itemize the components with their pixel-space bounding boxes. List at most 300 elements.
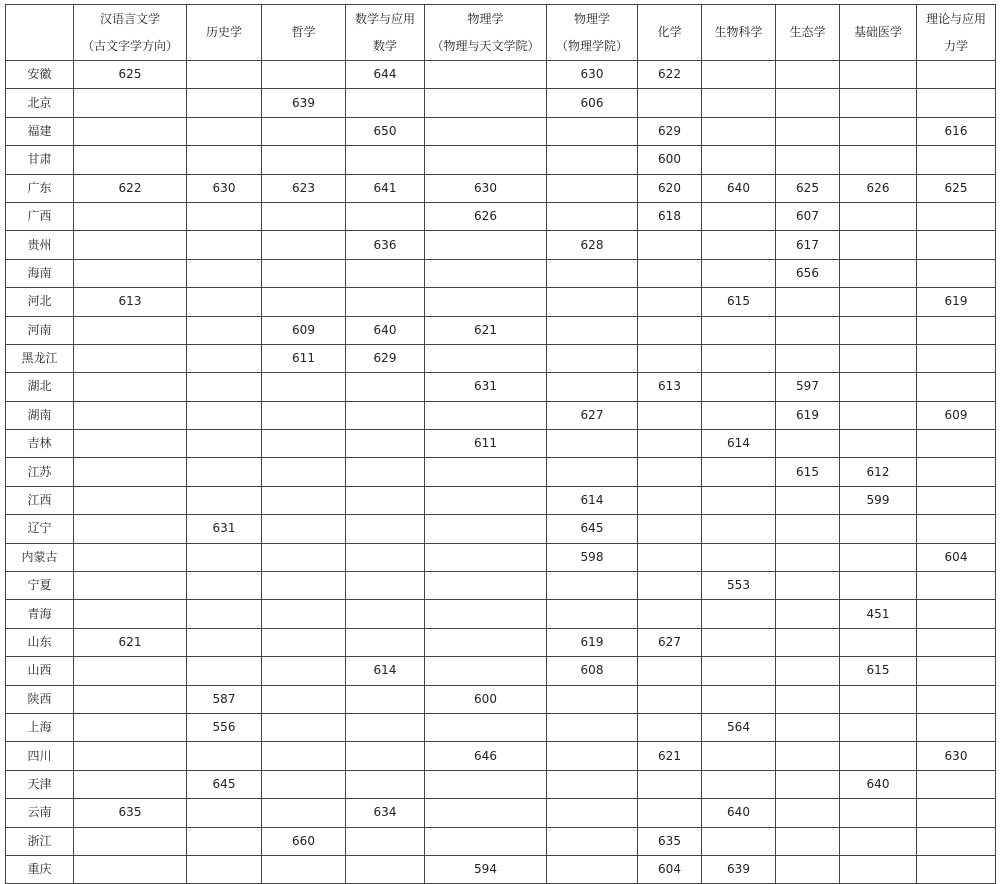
- score-cell: [74, 657, 187, 685]
- column-header-line: （物理与天文学院）: [431, 38, 540, 53]
- score-cell: [187, 657, 262, 685]
- province-cell: 广东: [6, 174, 74, 202]
- score-cell: 600: [425, 685, 547, 713]
- score-cell: [425, 61, 547, 89]
- score-cell: [74, 827, 187, 855]
- score-cell: [917, 373, 996, 401]
- score-cell: [187, 61, 262, 89]
- score-cell: [187, 231, 262, 259]
- score-cell: [702, 61, 776, 89]
- score-cell: 630: [425, 174, 547, 202]
- score-cell: [262, 600, 346, 628]
- score-cell: [702, 628, 776, 656]
- score-cell: 609: [917, 401, 996, 429]
- score-cell: [547, 146, 638, 174]
- score-cell: [917, 827, 996, 855]
- score-cell: [547, 600, 638, 628]
- score-cell: [187, 430, 262, 458]
- score-cell: 611: [425, 430, 547, 458]
- score-cell: [262, 572, 346, 600]
- score-cell: [187, 600, 262, 628]
- table-row: [6, 430, 996, 458]
- table-header: [6, 5, 996, 61]
- score-cell: [776, 799, 840, 827]
- score-cell: 612: [840, 458, 917, 486]
- score-cell: [638, 799, 702, 827]
- score-cell: [917, 515, 996, 543]
- column-header-ecology: [776, 5, 840, 61]
- score-cell: [638, 231, 702, 259]
- province-cell: 山东: [6, 628, 74, 656]
- score-cell: [776, 89, 840, 117]
- score-cell: [776, 713, 840, 741]
- province-cell: 广西: [6, 202, 74, 230]
- score-cell: [425, 117, 547, 145]
- score-cell: [917, 458, 996, 486]
- province-cell: 山西: [6, 657, 74, 685]
- score-cell: [840, 373, 917, 401]
- score-cell: [638, 401, 702, 429]
- province-cell: 湖南: [6, 401, 74, 429]
- score-cell: 628: [547, 231, 638, 259]
- score-cell: [702, 373, 776, 401]
- score-cell: 619: [917, 288, 996, 316]
- score-cell: [840, 401, 917, 429]
- score-cell: [262, 401, 346, 429]
- score-cell: [74, 202, 187, 230]
- province-cell: 贵州: [6, 231, 74, 259]
- score-cell: [917, 430, 996, 458]
- score-cell: [262, 202, 346, 230]
- column-header-line: 物理学: [467, 11, 504, 26]
- province-cell: 浙江: [6, 827, 74, 855]
- score-cell: [702, 486, 776, 514]
- score-cell: [187, 799, 262, 827]
- score-cell: 613: [74, 288, 187, 316]
- table-row: [6, 231, 996, 259]
- score-cell: [74, 600, 187, 628]
- score-cell: 656: [776, 259, 840, 287]
- score-cell: [840, 430, 917, 458]
- score-cell: [547, 174, 638, 202]
- score-cell: [346, 742, 425, 770]
- score-cell: [262, 231, 346, 259]
- score-cell: [547, 259, 638, 287]
- province-cell: 湖北: [6, 373, 74, 401]
- score-cell: 553: [702, 572, 776, 600]
- score-cell: [74, 117, 187, 145]
- score-cell: [776, 742, 840, 770]
- column-header-line: 生物科学: [714, 25, 763, 39]
- column-header-line: 理论与应用: [925, 11, 986, 26]
- province-cell: 河北: [6, 288, 74, 316]
- score-cell: 630: [917, 742, 996, 770]
- score-cell: [638, 770, 702, 798]
- score-cell: 660: [262, 827, 346, 855]
- score-cell: [638, 600, 702, 628]
- score-cell: [262, 685, 346, 713]
- score-cell: 644: [346, 61, 425, 89]
- score-cell: [262, 373, 346, 401]
- score-cell: [702, 202, 776, 230]
- score-cell: [187, 543, 262, 571]
- score-cell: [262, 628, 346, 656]
- score-cell: [425, 572, 547, 600]
- score-cell: [547, 344, 638, 372]
- score-cell: [702, 117, 776, 145]
- column-header-line: （古文字学方向）: [81, 38, 178, 53]
- score-cell: [917, 202, 996, 230]
- score-cell: [776, 543, 840, 571]
- score-cell: [346, 543, 425, 571]
- score-cell: [187, 742, 262, 770]
- table-row: [6, 288, 996, 316]
- score-cell: [262, 713, 346, 741]
- score-cell: 556: [187, 713, 262, 741]
- score-cell: [74, 572, 187, 600]
- score-cell: [187, 628, 262, 656]
- score-cell: [425, 657, 547, 685]
- province-cell: 吉林: [6, 430, 74, 458]
- score-cell: [840, 742, 917, 770]
- score-cell: 621: [74, 628, 187, 656]
- score-cell: [917, 770, 996, 798]
- score-cell: [547, 827, 638, 855]
- table-row: [6, 657, 996, 685]
- score-cell: [187, 486, 262, 514]
- score-cell: [346, 288, 425, 316]
- score-cell: [776, 770, 840, 798]
- score-cell: 622: [74, 174, 187, 202]
- column-header-line: 生态学: [789, 25, 826, 39]
- score-cell: [638, 458, 702, 486]
- score-cell: 625: [74, 61, 187, 89]
- score-cell: 635: [74, 799, 187, 827]
- province-cell: 安徽: [6, 61, 74, 89]
- score-cell: [187, 259, 262, 287]
- score-cell: [917, 344, 996, 372]
- column-header-chemistry: [638, 5, 702, 61]
- column-header-line: 力学: [943, 38, 968, 53]
- province-cell: 江苏: [6, 458, 74, 486]
- score-cell: [638, 344, 702, 372]
- score-cell: [917, 628, 996, 656]
- province-cell: 陕西: [6, 685, 74, 713]
- score-cell: [840, 799, 917, 827]
- score-cell: 635: [638, 827, 702, 855]
- score-cell: 625: [917, 174, 996, 202]
- score-cell: [346, 628, 425, 656]
- score-cell: 564: [702, 713, 776, 741]
- score-cell: [547, 572, 638, 600]
- score-cell: [346, 259, 425, 287]
- score-table: [5, 4, 996, 884]
- score-cell: 639: [262, 89, 346, 117]
- score-cell: 623: [262, 174, 346, 202]
- table-row: [6, 515, 996, 543]
- score-cell: [776, 685, 840, 713]
- score-cell: [702, 316, 776, 344]
- score-cell: [187, 89, 262, 117]
- score-cell: [425, 515, 547, 543]
- score-cell: [638, 430, 702, 458]
- score-cell: [346, 373, 425, 401]
- score-cell: [702, 344, 776, 372]
- score-cell: 619: [776, 401, 840, 429]
- province-cell: 河南: [6, 316, 74, 344]
- score-cell: 631: [187, 515, 262, 543]
- column-header-line: 基础医学: [853, 25, 902, 39]
- score-cell: 641: [346, 174, 425, 202]
- score-cell: [547, 202, 638, 230]
- score-cell: [840, 61, 917, 89]
- score-cell: [262, 742, 346, 770]
- score-cell: 645: [187, 770, 262, 798]
- table-row: [6, 259, 996, 287]
- province-cell: 江西: [6, 486, 74, 514]
- province-cell: 青海: [6, 600, 74, 628]
- score-cell: [702, 770, 776, 798]
- score-cell: [776, 288, 840, 316]
- score-cell: [187, 316, 262, 344]
- score-cell: [187, 117, 262, 145]
- score-cell: [702, 401, 776, 429]
- score-cell: [425, 486, 547, 514]
- province-cell: 海南: [6, 259, 74, 287]
- score-cell: [638, 89, 702, 117]
- table-row: [6, 486, 996, 514]
- score-cell: [840, 543, 917, 571]
- score-cell: [262, 770, 346, 798]
- table-row: [6, 458, 996, 486]
- table-row: [6, 572, 996, 600]
- score-cell: [917, 600, 996, 628]
- score-cell: [425, 259, 547, 287]
- column-header-line: 数学: [372, 38, 397, 53]
- score-cell: [917, 316, 996, 344]
- table-row: [6, 628, 996, 656]
- province-cell: 福建: [6, 117, 74, 145]
- score-cell: 614: [346, 657, 425, 685]
- score-cell: [840, 259, 917, 287]
- province-cell: 甘肃: [6, 146, 74, 174]
- score-cell: 606: [547, 89, 638, 117]
- score-cell: [840, 146, 917, 174]
- score-cell: 626: [425, 202, 547, 230]
- score-cell: 587: [187, 685, 262, 713]
- table-row: [6, 174, 996, 202]
- score-cell: [702, 742, 776, 770]
- table-row: [6, 685, 996, 713]
- score-cell: 630: [547, 61, 638, 89]
- column-header-chinese: [74, 5, 187, 61]
- score-cell: [346, 458, 425, 486]
- score-cell: [638, 685, 702, 713]
- score-cell: [702, 657, 776, 685]
- score-cell: [547, 770, 638, 798]
- score-cell: [776, 146, 840, 174]
- score-cell: [346, 515, 425, 543]
- score-cell: 598: [547, 543, 638, 571]
- score-cell: [187, 373, 262, 401]
- score-cell: [917, 89, 996, 117]
- score-cell: [638, 572, 702, 600]
- score-cell: [638, 657, 702, 685]
- score-cell: [776, 61, 840, 89]
- province-cell: 宁夏: [6, 572, 74, 600]
- score-cell: [262, 799, 346, 827]
- score-cell: 609: [262, 316, 346, 344]
- table-row: [6, 401, 996, 429]
- score-cell: 604: [638, 855, 702, 883]
- score-cell: [840, 713, 917, 741]
- score-cell: [840, 344, 917, 372]
- score-cell: [702, 231, 776, 259]
- score-cell: [346, 713, 425, 741]
- score-cell: [74, 543, 187, 571]
- score-cell: [74, 515, 187, 543]
- score-cell: [702, 515, 776, 543]
- score-cell: [638, 486, 702, 514]
- score-cell: 645: [547, 515, 638, 543]
- score-cell: 451: [840, 600, 917, 628]
- score-cell: [917, 259, 996, 287]
- score-cell: [262, 486, 346, 514]
- score-cell: [187, 827, 262, 855]
- score-cell: [74, 486, 187, 514]
- table-row: [6, 202, 996, 230]
- score-cell: [917, 572, 996, 600]
- table-row: [6, 770, 996, 798]
- score-cell: [638, 713, 702, 741]
- score-cell: [776, 600, 840, 628]
- score-cell: [425, 713, 547, 741]
- score-cell: [262, 657, 346, 685]
- score-cell: [346, 770, 425, 798]
- score-cell: 620: [638, 174, 702, 202]
- score-cell: [917, 685, 996, 713]
- score-cell: [262, 458, 346, 486]
- score-cell: 615: [702, 288, 776, 316]
- score-cell: [74, 231, 187, 259]
- score-cell: [346, 572, 425, 600]
- table-row: [6, 373, 996, 401]
- score-cell: [638, 288, 702, 316]
- score-cell: [187, 401, 262, 429]
- table-row: [6, 600, 996, 628]
- score-cell: [776, 657, 840, 685]
- score-cell: [702, 146, 776, 174]
- score-cell: [917, 713, 996, 741]
- column-header-philosophy: [262, 5, 346, 61]
- score-cell: 627: [638, 628, 702, 656]
- score-cell: 629: [638, 117, 702, 145]
- score-cell: [74, 146, 187, 174]
- province-cell: 云南: [6, 799, 74, 827]
- score-cell: [638, 259, 702, 287]
- score-cell: 640: [702, 799, 776, 827]
- score-cell: [262, 430, 346, 458]
- score-cell: [74, 458, 187, 486]
- score-cell: 608: [547, 657, 638, 685]
- score-cell: [425, 89, 547, 117]
- province-cell: 北京: [6, 89, 74, 117]
- table-row: [6, 316, 996, 344]
- score-cell: [840, 515, 917, 543]
- column-header-line: （物理学院）: [555, 38, 628, 53]
- score-cell: 629: [346, 344, 425, 372]
- score-cell: [425, 146, 547, 174]
- score-cell: [187, 458, 262, 486]
- score-cell: [187, 572, 262, 600]
- table-row: [6, 713, 996, 741]
- score-cell: 640: [702, 174, 776, 202]
- score-cell: 619: [547, 628, 638, 656]
- score-cell: [74, 742, 187, 770]
- score-cell: 615: [840, 657, 917, 685]
- province-cell: 上海: [6, 713, 74, 741]
- score-cell: 631: [425, 373, 547, 401]
- score-cell: [776, 117, 840, 145]
- score-cell: 622: [638, 61, 702, 89]
- score-cell: [425, 458, 547, 486]
- score-cell: [776, 827, 840, 855]
- score-cell: [840, 572, 917, 600]
- column-header-medicine: [840, 5, 917, 61]
- score-cell: [702, 543, 776, 571]
- score-cell: 597: [776, 373, 840, 401]
- score-cell: [840, 685, 917, 713]
- score-cell: [547, 316, 638, 344]
- score-cell: [547, 713, 638, 741]
- score-cell: 640: [840, 770, 917, 798]
- score-cell: [702, 600, 776, 628]
- score-cell: [776, 430, 840, 458]
- score-cell: [638, 543, 702, 571]
- score-cell: [840, 117, 917, 145]
- score-cell: 627: [547, 401, 638, 429]
- score-cell: [346, 600, 425, 628]
- table-row: [6, 742, 996, 770]
- province-cell: 天津: [6, 770, 74, 798]
- column-header-line: 历史学: [205, 25, 242, 39]
- score-cell: [776, 515, 840, 543]
- score-cell: 621: [638, 742, 702, 770]
- score-cell: [74, 685, 187, 713]
- score-cell: [917, 231, 996, 259]
- score-cell: [702, 458, 776, 486]
- score-cell: [262, 61, 346, 89]
- score-cell: 626: [840, 174, 917, 202]
- score-cell: [187, 344, 262, 372]
- score-cell: [425, 628, 547, 656]
- score-cell: [702, 89, 776, 117]
- score-cell: [425, 231, 547, 259]
- column-header-physics: [547, 5, 638, 61]
- column-header-line: 化学: [657, 25, 682, 39]
- table-row: [6, 799, 996, 827]
- score-cell: [840, 288, 917, 316]
- score-cell: [425, 600, 547, 628]
- score-cell: [74, 713, 187, 741]
- score-cell: 625: [776, 174, 840, 202]
- score-cell: [74, 430, 187, 458]
- score-cell: [187, 202, 262, 230]
- score-cell: [840, 89, 917, 117]
- score-cell: [547, 373, 638, 401]
- score-cell: 650: [346, 117, 425, 145]
- score-cell: [262, 146, 346, 174]
